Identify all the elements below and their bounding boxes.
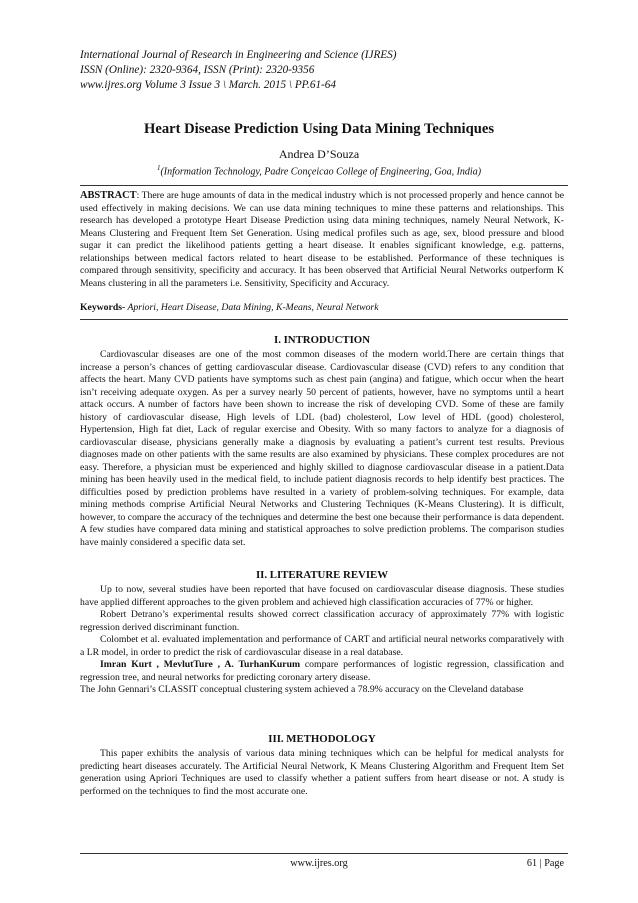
literature-paragraph-5: The John Gennari’s CLASSIT conceptual clustering system achieved a 78.9% accuracy on the Cleveland database	[80, 684, 524, 695]
paper-title: Heart Disease Prediction Using Data Mining Techniques	[144, 121, 494, 137]
section-heading-introduction: I. INTRODUCTION	[274, 334, 370, 346]
abstract-top-rule	[80, 185, 568, 186]
keywords-label: Keywords-	[80, 302, 126, 313]
author-affiliation	[60, 164, 578, 177]
abstract-text: : There are huge amounts of data in the medical industry which is not processed properly and hence cannot be used effectively in making decisions. We can use data mining techniques to mine these patterns and relationships. This research has developed a prototype Heart Disease Prediction using data mining techniques, namely Neural Network, K-Means Clustering and Frequent Item Set Generation. Using medical profiles such as age, sex, blood pressure and blood sugar it can predict the likelihood patients getting a heart disease. It enables significant knowledge, e.g. patterns, relationships between medical factors related to heart disease to be established. Performance of these techniques is compared through sensitivity, specificity and accuracy. It has been observed that Artificial Neural Networks outperform K Means clustering in all the parameters i.e. Sensitivity, Specificity and Accuracy.	[80, 190, 564, 289]
keywords-text: Apriori, Heart Disease, Data Mining, K-Means, Neural Network	[125, 302, 379, 313]
footer-page-number: 61 | Page	[526, 858, 564, 869]
journal-issn: ISSN (Online): 2320-9364, ISSN (Print): 2320-9356	[80, 64, 315, 76]
abstract-label: ABSTRACT	[80, 190, 137, 201]
abstract	[80, 190, 564, 290]
introduction-paragraph: Cardiovascular diseases are one of the most common diseases of the modern world.There are certain things that increase a person’s chances of getting cardiovascular disease. Cardiovascular disease (CVD) refers to any condition that affects the heart. Many CVD patients have symptoms such as chest pain (angina) and fatigue, which occur when the heart isn’t receiving adequate oxygen. As per a survey nearly 50 percent of patients, however, have no symptoms until a heart attack occurs. A number of factors have been shown to increase the risk of developing CVD. Some of these are family history of cardiovascular disease, High levels of LDL (bad) cholesterol, Low level of HDL (good) cholesterol, Hypertension, High fat diet, Lack of regular exercise and Obesity. With so many factors to analyze for a diagnosis of cardiovascular disease, physicians generally make a diagnosis by evaluating a patient’s current test results. Previous diagnoses made on other patients with the same results are also examined by physicians. These complex procedures are not easy. Therefore, a physician must be experienced and highly skilled to diagnose cardiovascular disease in a patient.Data mining has been heavily used in the medical field, to include patient diagnosis records to help identify best practices. The difficulties posed by prediction problems have resulted in a variety of problem-solving techniques. For example, data mining methods comprise Artificial Neural Networks and Clustering Techniques (K-Means Clustering). It is difficult, however, to compare the accuracy of the techniques and determine the best one because their performance is data dependent. A few studies have compared data mining and statistical approaches to solve prediction problems. The comparison studies have mainly considered a specific data set.	[80, 349, 564, 548]
introduction-body	[80, 349, 564, 549]
methodology-body	[80, 748, 564, 798]
section-heading-methodology: III. METHODOLOGY	[268, 733, 376, 745]
cited-authors: Imran Kurt , MevlutTure , A. TurhanKurum	[100, 659, 301, 670]
literature-paragraph-4-text: compare performances of logistic regression, classification and regression tree, and neural networks for predicting coronary artery disease.	[80, 659, 564, 683]
literature-paragraph-4	[80, 659, 564, 684]
abstract-bottom-rule	[80, 319, 568, 320]
keywords	[80, 302, 564, 315]
paper-author: Andrea D’Souza	[278, 147, 360, 161]
methodology-paragraph: This paper exhibits the analysis of various data mining techniques which can be helpful for medical analysts for predicting heart diseases accurately. The Artificial Neural Network, K Means Clustering Algorithm and Frequent Item Set generation using Apriori Techniques are used to classify whether a patient suffers from heart disease or not. A study is performed on the techniques to find the most accurate one.	[80, 748, 564, 797]
affiliation-marker: 1	[156, 164, 161, 172]
footer-rule	[80, 853, 568, 854]
literature-paragraph-2: Robert Detrano’s experimental results showed correct classification accuracy of approximately 77% with logistic regression derived discriminant function.	[80, 609, 564, 633]
journal-volume: www.ijres.org Volume 3 Issue 3 \ March. 2015 \ PP.61-64	[80, 79, 336, 91]
section-heading-literature-review: II. LITERATURE REVIEW	[255, 569, 389, 581]
journal-name: International Journal of Research in Engineering and Science (IJRES)	[80, 49, 397, 61]
affiliation-text: (Information Technology, Padre Conçeicao College of Engineering, Goa, India)	[160, 166, 482, 178]
literature-paragraph-1: Up to now, several studies have been reported that have focused on cardiovascular disease diagnosis. These studies have applied different approaches to the given problem and achieved high classification accuracies of 77% or higher.	[80, 584, 564, 608]
journal-header	[80, 48, 568, 93]
footer-url: www.ijres.org	[290, 858, 348, 869]
literature-paragraph-3: Colombet et al. evaluated implementation and performance of CART and artificial neural networks comparatively with a LR model, in order to predict the risk of cardiovascular disease in a real database.	[80, 634, 564, 658]
literature-review-body	[80, 584, 564, 697]
